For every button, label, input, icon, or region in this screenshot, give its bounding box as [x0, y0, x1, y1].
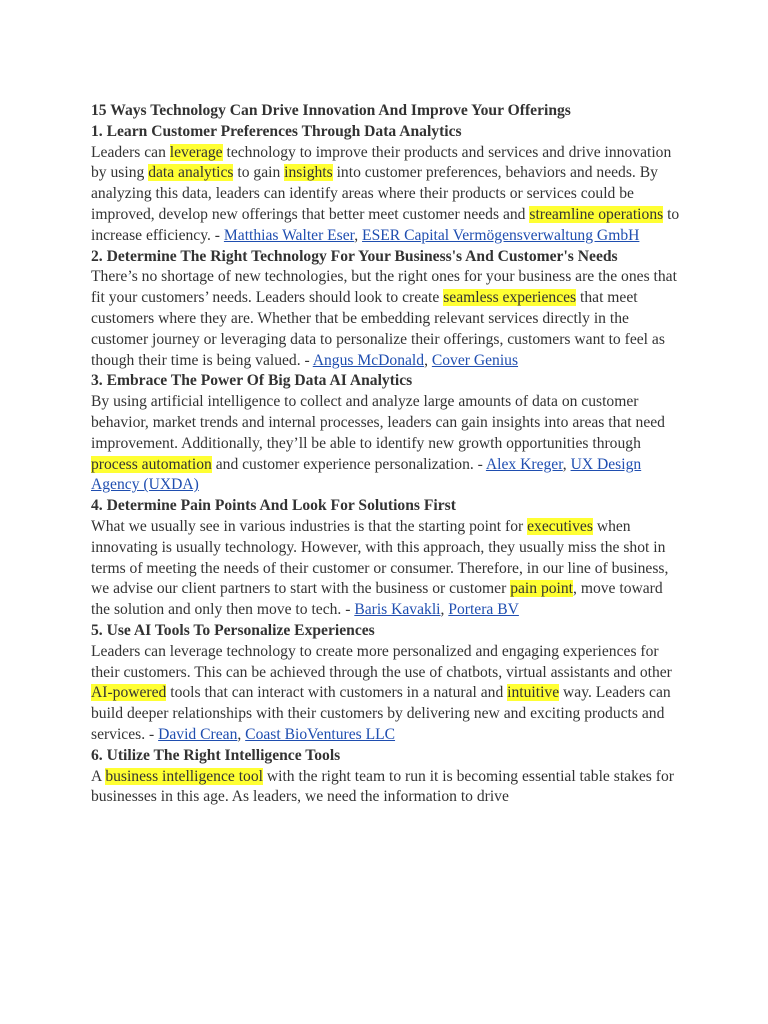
section-heading: 5. Use AI Tools To Personalize Experiences — [91, 621, 375, 639]
company-link[interactable]: ESER Capital Vermögensverwaltung GmbH — [362, 226, 640, 244]
author-link[interactable]: David Crean — [158, 725, 238, 743]
section-body: A business intelligence tool with the right team to run it is becoming essential table stakes for businesses in this age. As leaders, we need the information to drive — [91, 767, 674, 806]
highlight: intuitive — [507, 684, 560, 702]
section-body: By using artificial intelligence to collect and analyze large amounts of data on customer behavior, market trends and internal processes, leaders can gain insights into areas that need improvement. Additionally, they’ll be able to identify new growth opportunities through process automation and customer experience personalization. - Alex Kreger, UX Design Agency (UXDA) — [91, 393, 665, 494]
highlight: streamline operations — [529, 205, 664, 223]
company-link[interactable]: Portera BV — [448, 601, 519, 619]
company-link[interactable]: Cover Genius — [431, 351, 519, 369]
section-body: Leaders can leverage technology to create more personalized and engaging experiences for their customers. This can be achieved through the use of chatbots, virtual assistants and other AI-powered tools that can interact with customers in a natural and intuitive way. Leaders can build deeper relationships with their customers by delivering new and exciting products and services. - David Crean, Coast BioVentures LLC — [91, 642, 672, 743]
document-title: 15 Ways Technology Can Drive Innovation And Improve Your Offerings — [91, 102, 571, 119]
highlight: seamless experiences — [443, 289, 577, 307]
highlight: process automation — [91, 455, 212, 473]
author-link[interactable]: Baris Kavakli — [354, 601, 441, 619]
section-heading: 3. Embrace The Power Of Big Data AI Analytics — [91, 372, 413, 390]
section-heading: 1. Learn Customer Preferences Through Data Analytics — [91, 122, 462, 140]
highlight: AI-powered — [91, 684, 167, 702]
highlight: business intelligence tool — [105, 767, 263, 785]
company-link[interactable]: UX Design Agency (UXDA) — [91, 455, 642, 494]
section-heading: 6. Utilize The Right Intelligence Tools — [91, 746, 341, 764]
author-link[interactable]: Matthias Walter Eser — [223, 226, 355, 244]
highlight: data analytics — [148, 164, 234, 182]
company-link[interactable]: Coast BioVentures LLC — [245, 725, 396, 743]
section-heading: 2. Determine The Right Technology For Your Business's And Customer's Needs — [91, 247, 618, 265]
section-heading: 4. Determine Pain Points And Look For Solutions First — [91, 497, 456, 515]
section-body: There’s no shortage of new technologies, but the right ones for your business are the ones that fit your customers’ needs. Leaders should look to create seamless experiences that meet customers where they are. Whether that be embedding relevant services directly in the customer journey or leveraging data to personalize their offerings, customers want to feel as though their time is being valued. - Angus McDonald, Cover Genius — [91, 268, 677, 369]
author-link[interactable]: Alex Kreger — [485, 455, 563, 473]
section-body: Leaders can leverage technology to improve their products and services and drive innovation by using data analytics to gain insights into customer preferences, behaviors and needs. By analyzing this data, leaders can identify areas where their products or services could be improved, develop new offerings that better meet customer needs and streamline operations to increase efficiency. - Matthias Walter Eser, ESER Capital Vermögensverwaltung GmbH — [91, 143, 680, 244]
highlight: pain point — [510, 580, 574, 598]
highlight: executives — [527, 517, 593, 535]
highlight: leverage — [169, 143, 223, 161]
section-body: What we usually see in various industries is that the starting point for executives when innovating is usually technology. However, with this approach, they usually miss the shot in terms of meeting the needs of their customer or consumer. Therefore, in our line of business, we advise our client partners to start with the business or customer pain point, move toward the solution and only then move to tech. - Baris Kavakli, Portera BV — [91, 517, 669, 619]
highlight: insights — [284, 164, 333, 182]
document-page — [91, 101, 683, 808]
author-link[interactable]: Angus McDonald — [312, 351, 425, 369]
